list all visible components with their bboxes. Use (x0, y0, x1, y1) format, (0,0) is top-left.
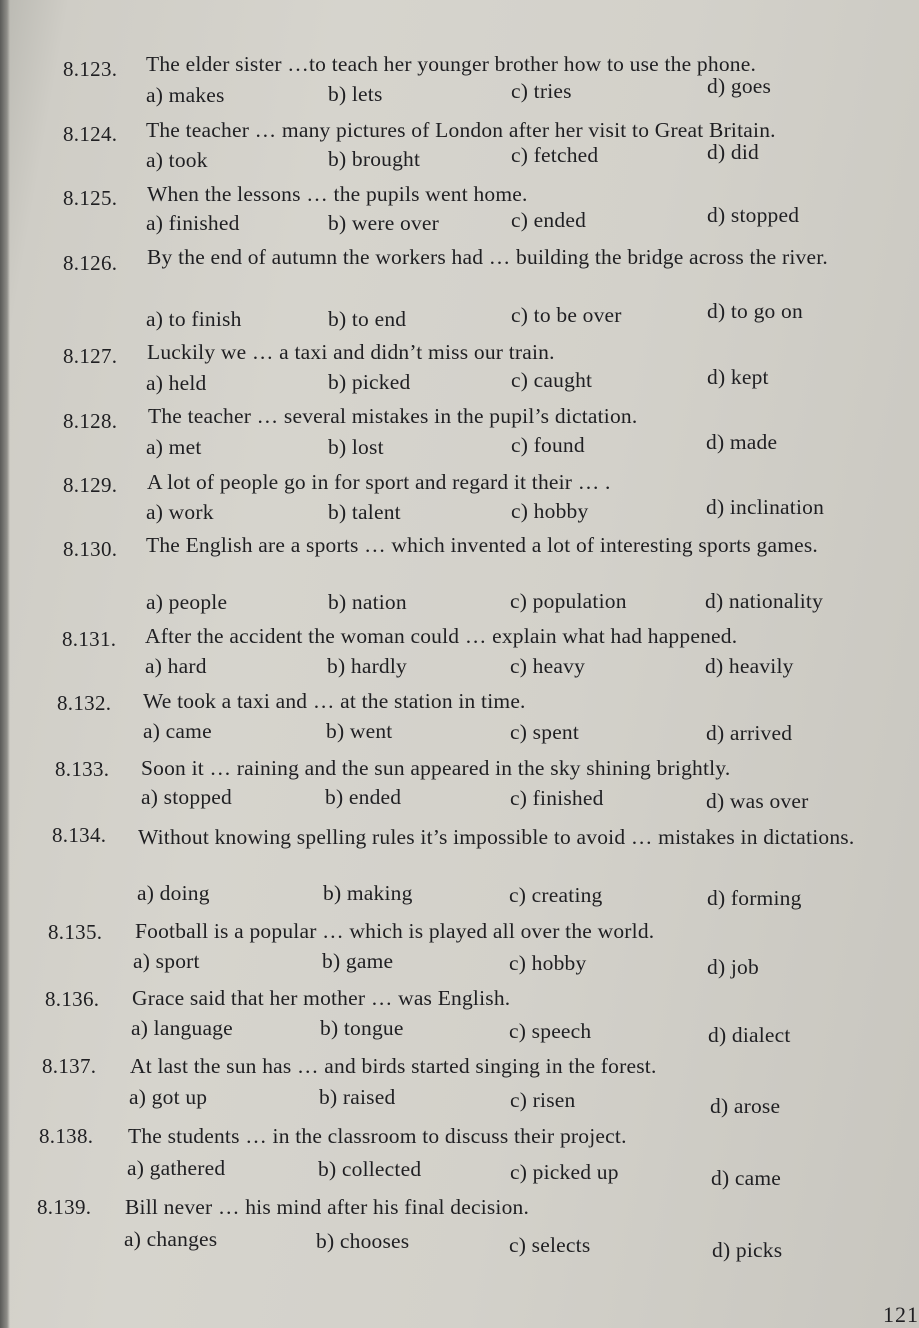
question-number: 8.123. (63, 57, 118, 81)
question-number: 8.127. (63, 344, 118, 368)
option-a: a) got up (129, 1085, 208, 1109)
option-c: c) spent (510, 720, 580, 744)
option-d: d) forming (707, 886, 802, 910)
option-a: a) came (143, 719, 212, 743)
question-text: The teacher … many pictures of London after her visit to Great Britain. (146, 118, 776, 142)
question-number: 8.133. (55, 757, 110, 781)
option-c: c) tries (511, 79, 572, 103)
option-b: b) talent (328, 500, 401, 524)
question-number: 8.126. (63, 251, 118, 275)
option-b: b) chooses (316, 1229, 410, 1253)
page-number: 121 (883, 1302, 919, 1327)
option-c: c) finished (510, 786, 604, 810)
option-a: a) took (146, 148, 208, 172)
option-c: c) speech (509, 1019, 592, 1043)
option-d: d) job (707, 955, 759, 979)
option-d: d) picks (712, 1238, 783, 1262)
question-8-139 (0, 1195, 919, 1265)
option-c: c) picked up (510, 1160, 619, 1184)
question-text: Football is a popular … which is played all over the world. (135, 919, 655, 943)
question-8-128 (0, 404, 919, 474)
question-text: Luckily we … a taxi and didn’t miss our train. (147, 340, 555, 364)
question-8-138 (0, 1124, 919, 1194)
question-number: 8.137. (42, 1054, 97, 1078)
question-number: 8.138. (39, 1124, 94, 1148)
question-number: 8.135. (48, 920, 103, 944)
option-a: a) people (146, 590, 228, 614)
option-b: b) hardly (327, 654, 408, 678)
option-a: a) met (146, 435, 202, 459)
question-number: 8.134. (52, 823, 107, 847)
option-a: a) sport (133, 949, 200, 973)
option-c: c) population (510, 589, 627, 613)
question-8-136 (0, 986, 919, 1056)
option-b: b) ended (325, 785, 402, 809)
option-b: b) raised (319, 1085, 396, 1109)
option-c: c) fetched (511, 143, 599, 167)
question-text: The English are a sports … which invented a lot of interesting sports games. (146, 533, 818, 557)
question-number: 8.130. (63, 537, 118, 561)
option-b: b) lets (328, 82, 383, 106)
question-text: We took a taxi and … at the station in time. (143, 689, 526, 713)
question-8-132 (0, 689, 919, 759)
question-number: 8.139. (37, 1195, 92, 1219)
question-text: The students … in the classroom to discuss their project. (128, 1124, 627, 1148)
option-c: c) hobby (509, 951, 587, 975)
question-8-124 (0, 117, 919, 187)
option-b: b) game (322, 949, 394, 973)
option-d: d) came (711, 1166, 782, 1190)
option-c: c) hobby (511, 499, 589, 523)
question-text: Soon it … raining and the sun appeared in the sky shining brightly. (141, 756, 731, 780)
option-d: d) dialect (708, 1023, 791, 1047)
option-d: d) was over (706, 789, 809, 813)
question-8-134 (0, 822, 919, 917)
question-number: 8.131. (62, 627, 117, 651)
option-a: a) hard (145, 654, 207, 678)
option-b: b) picked (328, 370, 411, 394)
option-c: c) selects (509, 1233, 591, 1257)
option-d: d) goes (707, 74, 772, 98)
option-a: a) doing (137, 881, 210, 905)
option-d: d) heavily (705, 654, 794, 678)
option-a: a) makes (146, 83, 225, 107)
option-b: b) to end (328, 307, 407, 331)
option-c: c) caught (511, 368, 593, 392)
option-d: d) arose (710, 1094, 781, 1118)
option-b: b) nation (328, 590, 407, 614)
option-d: d) nationality (705, 589, 824, 613)
question-text: By the end of autumn the workers had … building the bridge across the river. (147, 245, 828, 269)
option-d: d) stopped (707, 203, 800, 227)
option-a: a) finished (146, 211, 240, 235)
option-d: d) inclination (706, 495, 825, 519)
option-a: a) to finish (146, 307, 242, 331)
option-a: a) work (146, 500, 214, 524)
option-a: a) changes (124, 1227, 218, 1251)
question-text: After the accident the woman could … explain what had happened. (145, 624, 738, 648)
question-text: The elder sister …to teach her younger brother how to use the phone. (146, 52, 757, 76)
option-b: b) tongue (320, 1016, 404, 1040)
option-c: c) heavy (510, 654, 586, 678)
question-text: Bill never … his mind after his final decision. (125, 1195, 530, 1219)
question-8-137 (0, 1054, 919, 1124)
option-d: d) made (706, 430, 778, 454)
question-number: 8.132. (57, 691, 112, 715)
question-8-123 (0, 52, 919, 122)
option-c: c) creating (509, 883, 603, 907)
option-b: b) were over (328, 211, 440, 235)
option-b: b) lost (328, 435, 384, 459)
option-a: a) stopped (141, 785, 232, 809)
option-d: d) did (707, 140, 759, 164)
question-number: 8.124. (63, 122, 118, 146)
question-8-135 (0, 919, 919, 989)
question-number: 8.125. (63, 186, 118, 210)
question-number: 8.136. (45, 987, 100, 1011)
option-b: b) making (323, 881, 413, 905)
question-8-130 (0, 530, 919, 620)
question-text: When the lessons … the pupils went home. (147, 182, 528, 206)
question-text: The teacher … several mistakes in the pupil’s dictation. (148, 404, 638, 428)
option-d: d) kept (707, 365, 769, 389)
question-text: Without knowing spelling rules it’s impossible to avoid … mistakes in dictations. (138, 825, 855, 849)
question-text: Grace said that her mother … was English. (132, 986, 511, 1010)
question-8-126 (0, 242, 919, 337)
option-a: a) held (146, 371, 207, 395)
question-number: 8.128. (63, 409, 118, 433)
option-b: b) brought (328, 147, 421, 171)
option-c: c) to be over (511, 303, 622, 327)
option-a: a) language (131, 1016, 233, 1040)
option-d: d) arrived (706, 721, 793, 745)
question-text: At last the sun has … and birds started singing in the forest. (130, 1054, 657, 1078)
option-b: b) collected (318, 1157, 422, 1181)
option-b: b) went (326, 719, 393, 743)
option-a: a) gathered (127, 1156, 226, 1180)
question-8-133 (0, 756, 919, 826)
option-d: d) to go on (707, 299, 803, 323)
question-8-131 (0, 624, 919, 694)
option-c: c) ended (511, 208, 587, 232)
option-c: c) found (511, 433, 585, 457)
option-c: c) risen (510, 1088, 576, 1112)
question-8-127 (0, 340, 919, 410)
question-text: A lot of people go in for sport and regard it their … . (147, 470, 611, 494)
question-number: 8.129. (63, 473, 118, 497)
